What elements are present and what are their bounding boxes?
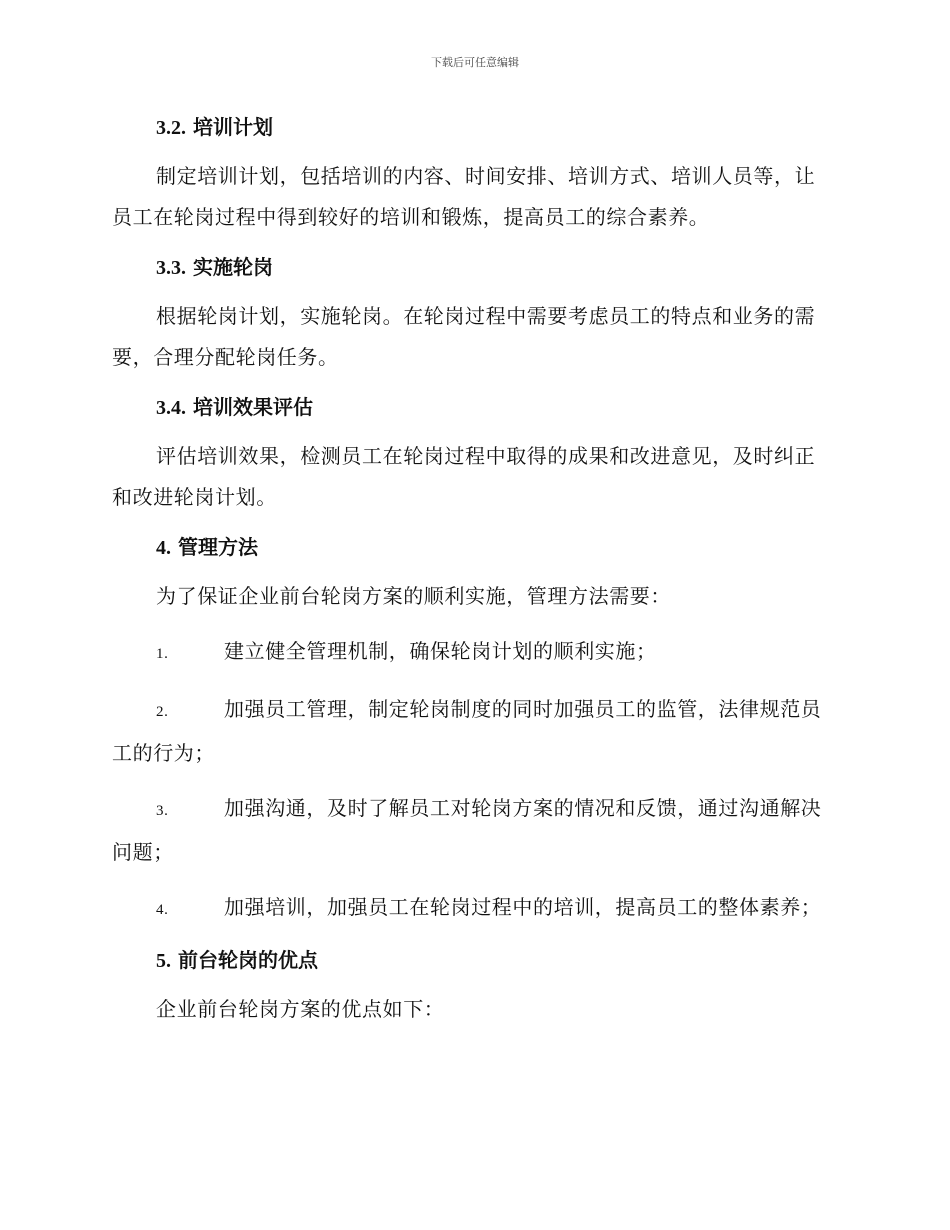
section-title: 实施轮岗 (192, 255, 273, 279)
list-item-number: 2. (156, 704, 169, 720)
list-item-text: 加强员工管理，制定轮岗制度的同时加强员工的监管，法律规范员工的行为； (112, 697, 822, 765)
section-paragraph-3-2: 制定培训计划，包括培训的内容、时间安排、培训方式、培训人员等，让员工在轮岗过程中得到较好的培训和锻炼，提高员工的综合素养。 (112, 164, 816, 229)
section-number: 5. (156, 950, 171, 972)
list-item-number: 3. (156, 803, 169, 819)
section-number: 3.4. (156, 397, 186, 419)
section-intro-4: 为了保证企业前台轮岗方案的顺利实施，管理方法需要： (156, 584, 671, 608)
section-number: 3.3. (156, 257, 186, 279)
section-number: 3.2. (156, 117, 186, 139)
section-paragraph-3-3: 根据轮岗计划，实施轮岗。在轮岗过程中需要考虑员工的特点和业务的需要，合理分配轮岗任务。 (112, 304, 816, 369)
section-title: 前台轮岗的优点 (177, 948, 318, 972)
list-item-text: 加强沟通，及时了解员工对轮岗方案的情况和反馈，通过沟通解决问题； (112, 796, 822, 864)
list-item-number: 1. (156, 646, 169, 662)
section-paragraph-3-4: 评估培训效果，检测员工在轮岗过程中取得的成果和改进意见，及时纠正和改进轮岗计划。 (112, 444, 816, 509)
section-number: 4. (156, 537, 171, 559)
list-item (112, 788, 834, 873)
page-header: 下载后可任意编辑 (431, 56, 519, 69)
list-item (112, 631, 834, 675)
section-title: 培训效果评估 (192, 395, 313, 419)
section-title: 培训计划 (192, 115, 273, 139)
list-item-number: 4. (156, 902, 169, 918)
section-heading-3-2 (112, 110, 834, 145)
list-item (112, 689, 834, 774)
list-item-text: 建立健全管理机制，确保轮岗计划的顺利实施； (224, 639, 657, 663)
section-intro-5: 企业前台轮岗方案的优点如下： (156, 997, 445, 1021)
section-heading-4 (112, 530, 834, 565)
section-heading-3-3 (112, 250, 834, 285)
list-item-text: 加强培训，加强员工在轮岗过程中的培训，提高员工的整体素养； (224, 895, 822, 919)
section-heading-5 (112, 943, 834, 978)
section-title: 管理方法 (177, 535, 258, 559)
document-body (112, 110, 834, 1030)
section-heading-3-4 (112, 390, 834, 425)
list-item (112, 887, 834, 931)
